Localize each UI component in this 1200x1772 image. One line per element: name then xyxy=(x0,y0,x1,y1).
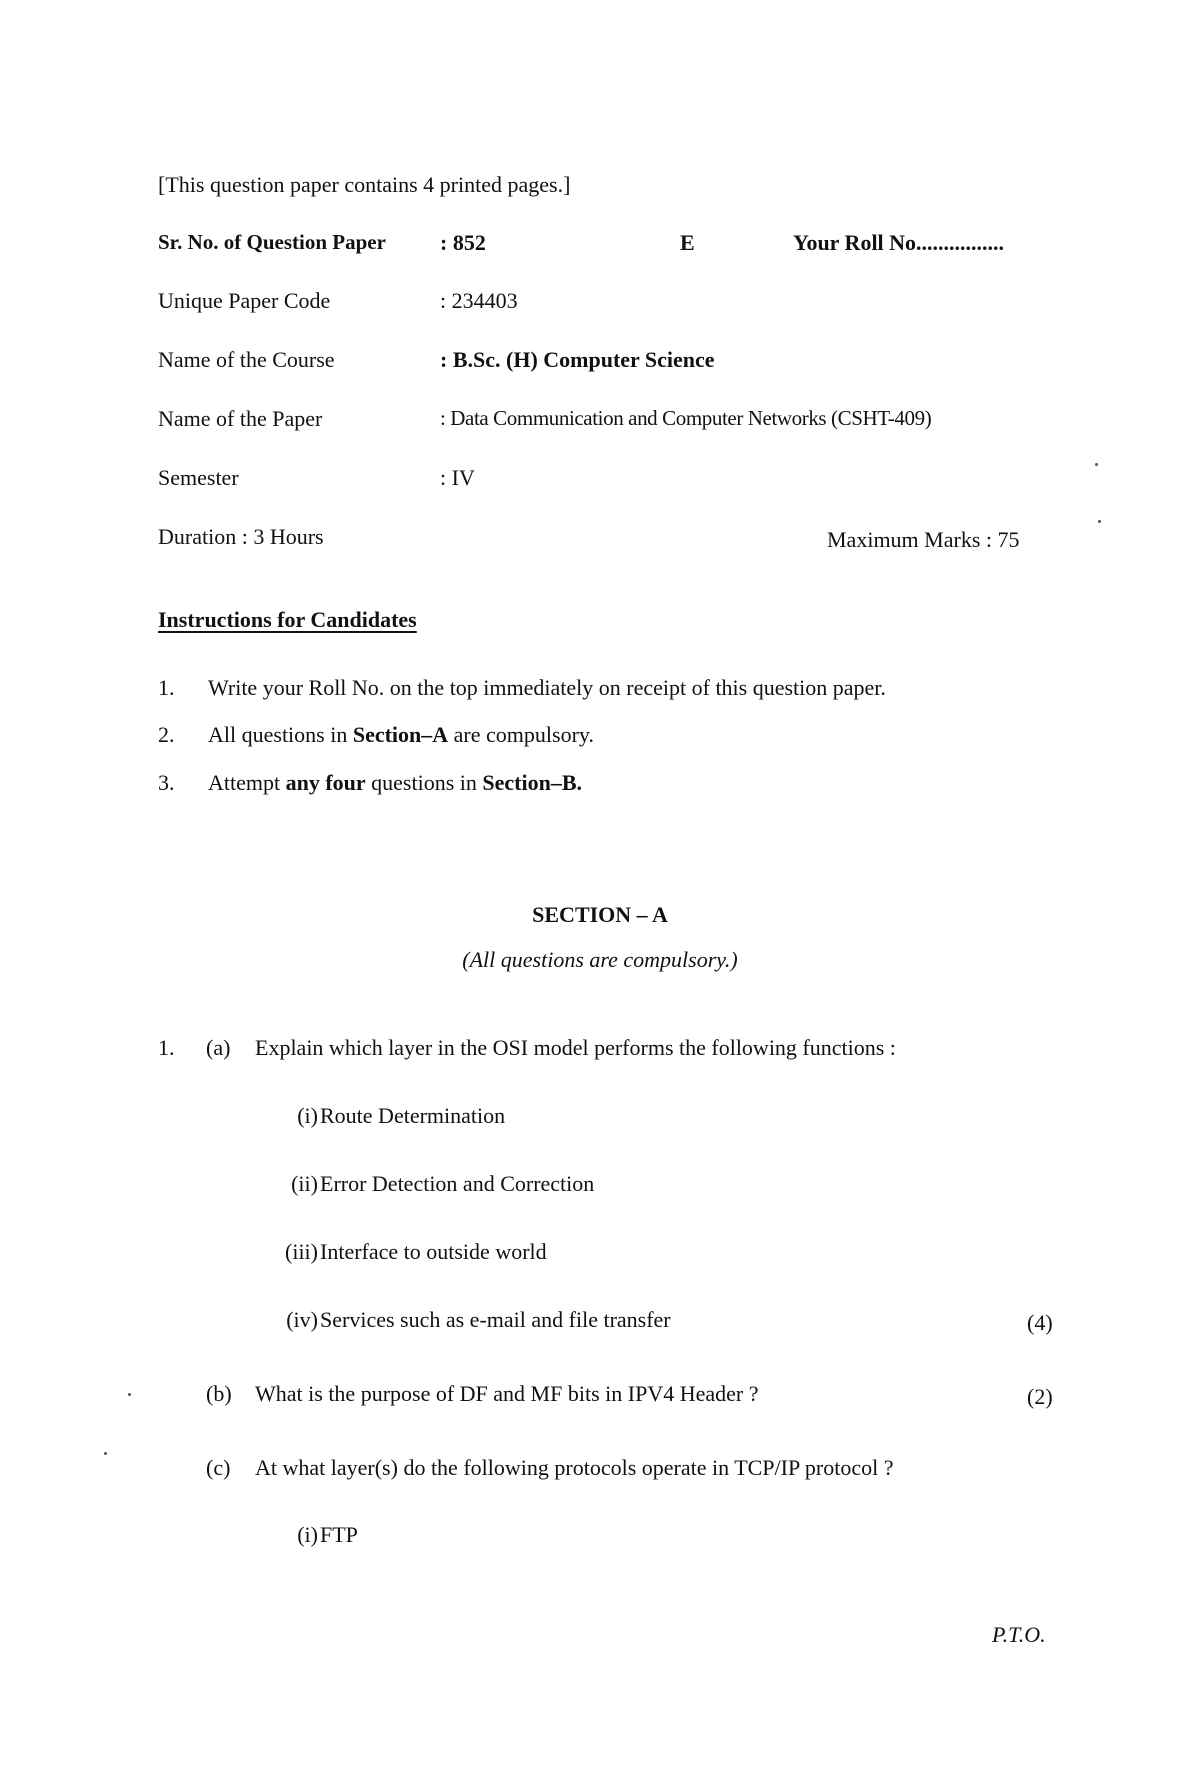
duration: Duration : 3 Hours xyxy=(158,524,324,549)
instruction-3-pre: Attempt xyxy=(208,770,286,795)
instruction-text-1: Write your Roll No. on the top immediately on receipt of this question paper. xyxy=(208,675,886,700)
instruction-2-post: are compulsory. xyxy=(448,722,594,747)
question-1a-item-label-4: (iv) xyxy=(286,1307,318,1332)
section-a-subtitle: (All questions are compulsory.) xyxy=(462,947,738,972)
scan-speck xyxy=(104,1452,107,1455)
question-1a-item-label-2: (ii) xyxy=(291,1171,318,1196)
instruction-text-3 xyxy=(208,770,582,796)
instruction-3-bold2: Section–B. xyxy=(482,770,583,795)
question-1c-text: At what layer(s) do the following protocols operate in TCP/IP protocol ? xyxy=(255,1455,894,1480)
question-1b-label: (b) xyxy=(206,1381,232,1406)
sr-no-value: : 852 xyxy=(440,230,486,255)
page-count-note: [This question paper contains 4 printed pages.] xyxy=(158,172,571,197)
course-value: : B.Sc. (H) Computer Science xyxy=(440,347,715,372)
instruction-3-mid: questions in xyxy=(365,770,483,795)
instruction-num-3: 3. xyxy=(158,770,175,795)
paper-code-value: : 234403 xyxy=(440,288,518,313)
paper-name-label: Name of the Paper xyxy=(158,406,323,431)
set-letter: E xyxy=(680,230,695,255)
roll-no-field: Your Roll No................ xyxy=(793,230,1005,255)
section-a-title: SECTION – A xyxy=(532,902,668,927)
question-1c-item-text-1: FTP xyxy=(320,1522,358,1547)
question-1a-text: Explain which layer in the OSI model performs the following functions : xyxy=(255,1035,896,1060)
pto-marker: P.T.O. xyxy=(992,1622,1046,1647)
sr-no-label: Sr. No. of Question Paper xyxy=(158,230,386,254)
question-1c-label: (c) xyxy=(206,1455,231,1480)
question-1a-marks: (4) xyxy=(1027,1310,1053,1335)
question-1a-item-label-1: (i) xyxy=(297,1103,318,1128)
question-1a-item-text-4: Services such as e-mail and file transfer xyxy=(320,1307,671,1332)
instructions-title: Instructions for Candidates xyxy=(158,607,417,632)
instruction-3-bold: any four xyxy=(285,770,366,795)
semester-label: Semester xyxy=(158,465,239,490)
instruction-text-2 xyxy=(208,722,594,748)
instruction-num-1: 1. xyxy=(158,675,175,700)
scan-speck xyxy=(1098,520,1101,523)
paper-name-value: : Data Communication and Computer Networks (CSHT-409) xyxy=(440,406,932,430)
semester-value: : IV xyxy=(440,465,475,490)
question-1a-label: (a) xyxy=(206,1035,231,1060)
question-1b-text: What is the purpose of DF and MF bits in IPV4 Header ? xyxy=(255,1381,759,1406)
instruction-2-pre: All questions in xyxy=(208,722,353,747)
course-label: Name of the Course xyxy=(158,347,335,372)
question-1a-item-label-3: (iii) xyxy=(285,1239,318,1264)
max-marks: Maximum Marks : 75 xyxy=(827,527,1020,552)
scan-speck xyxy=(128,1393,131,1396)
question-1a-item-text-1: Route Determination xyxy=(320,1103,506,1128)
question-1c-item-label-1: (i) xyxy=(297,1522,318,1547)
paper-code-label: Unique Paper Code xyxy=(158,288,331,313)
question-1-number: 1. xyxy=(158,1035,175,1060)
question-1b-marks: (2) xyxy=(1027,1384,1053,1409)
instruction-2-bold: Section–A xyxy=(352,722,449,747)
question-1a-item-text-2: Error Detection and Correction xyxy=(320,1171,595,1196)
instruction-num-2: 2. xyxy=(158,722,175,747)
scan-speck xyxy=(1095,463,1098,466)
question-1a-item-text-3: Interface to outside world xyxy=(320,1239,547,1264)
